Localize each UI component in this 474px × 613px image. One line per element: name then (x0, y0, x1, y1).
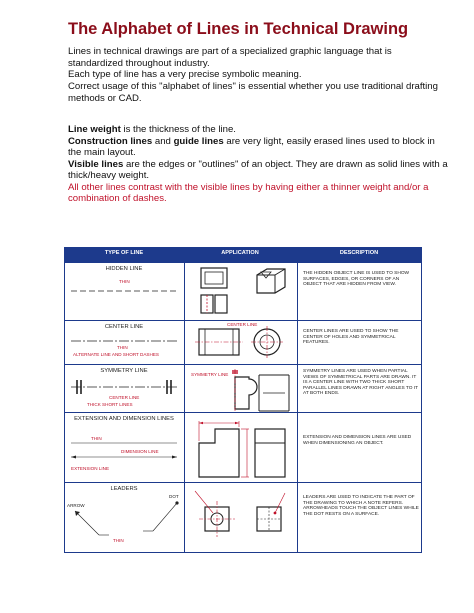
table-row-center-line (65, 320, 421, 365)
thick-short-lines-label: THICK SHORT LINES (87, 402, 133, 407)
and-word: and (152, 135, 174, 147)
center-line-callout: CENTER LINE (227, 322, 258, 327)
hidden-line-drawing (185, 263, 297, 321)
row-type-label: CENTER LINE (104, 324, 144, 330)
thin-label: THIN (113, 538, 124, 543)
description-cell (297, 483, 421, 553)
extension-line-label: EXTENSION LINE (71, 466, 110, 471)
dimension-line-label: DIMENSION LINE (121, 449, 159, 454)
visible-text: are the edges or "outlines" of an object. They are drawn as solid lines with a thick/heavy weight. (68, 158, 448, 182)
row-type-label: SYMMETRY LINE (100, 368, 148, 374)
thin-label: THIN (91, 436, 102, 441)
application-cell (184, 365, 298, 413)
type-cell (65, 413, 183, 483)
page-title: The Alphabet of Lines in Technical Drawing (68, 20, 409, 38)
row-description: EXTENSION AND DIMENSION LINES ARE USED WHEN DIMENSIONING AN OBJECT. (303, 435, 412, 446)
type-cell (65, 263, 183, 321)
intro-paragraph-3: Correct usage of this "alphabet of lines" is essential whether you use traditional drafting methods or CAD. (68, 81, 438, 104)
line-weight-definition (68, 124, 448, 136)
type-cell (65, 365, 183, 413)
header-application: APPLICATION (221, 250, 259, 256)
center-line-drawing (185, 321, 297, 365)
row-type-label: EXTENSION AND DIMENSION LINES (74, 416, 174, 422)
symmetry-line-callout: SYMMETRY LINE (191, 372, 229, 377)
description-cell (297, 321, 421, 365)
header-description: DESCRIPTION (339, 250, 379, 256)
application-cell (184, 321, 298, 365)
row-description: LEADERS ARE USED TO INDICATE THE PART OF THE DRAWING TO WHICH A NOTE REFERS. ARROWHEADS TOUCH THE OBJECT LINES WHILE THE DOT RESTS ON A SURFACE. (303, 495, 419, 517)
description-cell (297, 365, 421, 413)
center-line-label: CENTER LINE (109, 395, 140, 400)
thin-label: THIN (119, 279, 130, 284)
row-description: SYMMETRY LINES ARE USED WHEN PARTIAL VIEWS OF SYMMETRICAL PARTS ARE DRAWN. IT IS A CENTER LINE WITH TWO THICK SHORT PARALLEL LINES DRAWN AT RIGHT ANGLES TO IT AT BOTH ENDS. (303, 369, 418, 397)
description-cell (297, 413, 421, 483)
leaders-drawing (185, 483, 297, 553)
table-row-symmetry-line (65, 364, 421, 413)
alternate-line-label: ALTERNATE LINE AND SHORT DASHES (73, 352, 159, 357)
row-description: CENTER LINES ARE USED TO SHOW THE CENTER OF HOLES AND SYMMETRICAL FEATURES. (303, 329, 399, 346)
extension-dimension-drawing (185, 413, 297, 483)
visible-definition (68, 159, 448, 182)
visible-term: Visible lines (68, 158, 124, 170)
description-cell (297, 263, 421, 321)
thin-label: THIN (117, 345, 128, 350)
header-type-of-line: TYPE OF LINE (104, 250, 144, 256)
table-row-extension-dimension (65, 412, 421, 483)
intro-paragraph-1: Lines in technical drawings are part of a specialized graphic language that is standardized throughout industry. (68, 46, 392, 69)
dot-label: DOT (169, 494, 179, 499)
application-cell (184, 263, 298, 321)
table-header (65, 248, 421, 262)
application-cell (184, 413, 298, 483)
intro-paragraph-2: Each type of line has a very precise symbolic meaning. (68, 69, 302, 80)
construction-text: are very light, easily erased lines used to block in the main layout. (68, 135, 435, 159)
construction-definition (68, 136, 448, 159)
table-row-leaders (65, 482, 421, 553)
guide-term: guide lines (173, 135, 224, 147)
arrow-label: ARROW (67, 503, 85, 508)
line-weight-term: Line weight (68, 124, 121, 135)
hidden-line-sample (65, 263, 183, 321)
row-description: THE HIDDEN OBJECT LINE IS USED TO SHOW SURFACES, EDGES, OR CORNERS OF AN OBJECT THAT ARE HIDDEN FROM VIEW. (303, 271, 410, 288)
row-type-label: LEADERS (110, 486, 138, 492)
application-cell (184, 483, 298, 553)
leaders-sample (65, 483, 183, 553)
line-weight-text: is the thickness of the line. (120, 124, 236, 135)
row-type-label: HIDDEN LINE (105, 266, 143, 272)
construction-term: Construction lines (68, 135, 153, 147)
alphabet-of-lines-table (64, 247, 422, 553)
type-cell (65, 483, 183, 553)
type-cell (65, 321, 183, 365)
contrast-note: All other lines contrast with the visible lines by having either a thinner weight and/or a combination of dashes. (68, 181, 429, 205)
extension-dimension-sample (65, 413, 183, 483)
center-line-sample (65, 321, 183, 365)
table-row-hidden-line (65, 262, 421, 321)
